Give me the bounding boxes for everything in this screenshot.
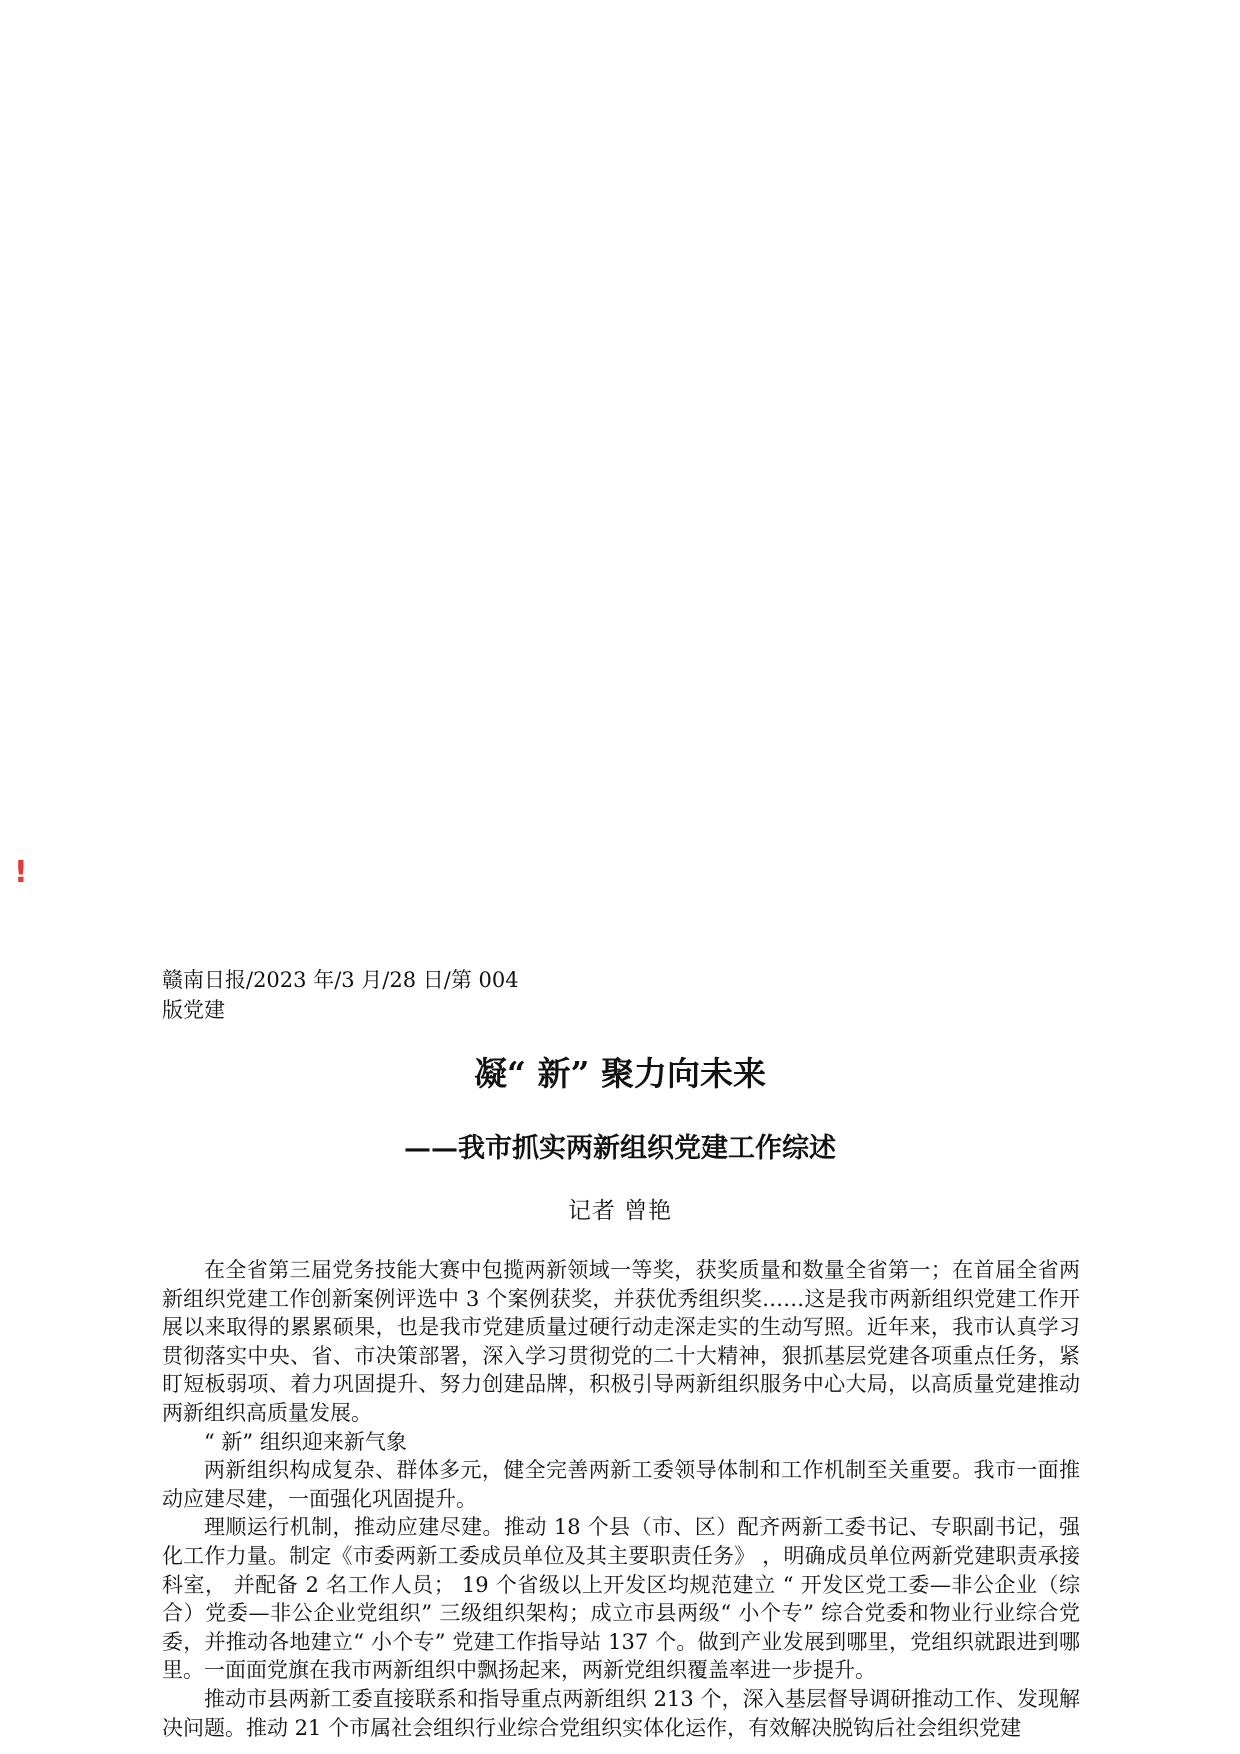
section-heading: “ 新” 组织迎来新气象 xyxy=(204,1429,407,1454)
article-subtitle: ——我市抓实两新组织党建工作综述 xyxy=(404,1133,836,1164)
paragraph-intro: 在全省第三届党务技能大赛中包揽两新领域一等奖，获奖质量和数量全省第一；在首届全省两新组织党建工作创新案例评选中 3 个案例获奖，并获优秀组织奖……这是我市两新组织党建工作开展以来取得的累累硕果，也是我市党建质量过硬行动走深走实的生动写照。近年来，我市认真学习贯彻落实中央、省、市决策部署，深入学习贯彻党的二十大精神，狠抓基层党建各项重点任务，紧盯短板弱项、着力巩固提升、努力创建品牌，积极引导两新组织服务中心大局，以高质量党建推动两新组织高质量发展。 xyxy=(162,1258,1080,1425)
paragraph: 两新组织构成复杂、群体多元，健全完善两新工委领导体制和工作机制至关重要。我市一面推动应建尽建，一面强化巩固提升。 xyxy=(162,1458,1080,1511)
source-line-1: 赣南日报/2023 年/3 月/28 日/第 004 xyxy=(162,968,519,992)
article-byline: 记者 曾艳 xyxy=(567,1198,673,1224)
article-body xyxy=(162,1256,1080,1742)
paragraph: 理顺运行机制，推动应建尽建。推动 18 个县（市、区）配齐两新工委书记、专职副书记，强化工作力量。制定《市委两新工委成员单位及其主要职责任务》 ，明确成员单位两新党建职责承接科室， 并配备 2 名工作人员； 19 个省级以上开发区均规范建立 “ 开发区党工委—非公企业（综合）党委—非公企业党组织” 三级组织架构；成立市县两级“ 小个专” 综合党委和物业行业综合党委，并推动各地建立“ 小个专” 党建工作指导站 137 个。做到产业发展到哪里，党组织就跟进到哪里。一面面党旗在我市两新组织中飘扬起来，两新党组织覆盖率进一步提升。 xyxy=(162,1515,1080,1683)
source-citation xyxy=(162,965,562,1025)
article-title: 凝“ 新” 聚力向未来 xyxy=(474,1054,766,1093)
alert-exclamation-icon: ! xyxy=(14,855,28,890)
paragraph: 推动市县两新工委直接联系和指导重点两新组织 213 个，深入基层督导调研推动工作、发现解决问题。推动 21 个市属社会组织行业综合党组织实体化运作，有效解决脱钩后社会组织党建 xyxy=(162,1686,1080,1740)
source-line-2: 版党建 xyxy=(162,998,225,1022)
